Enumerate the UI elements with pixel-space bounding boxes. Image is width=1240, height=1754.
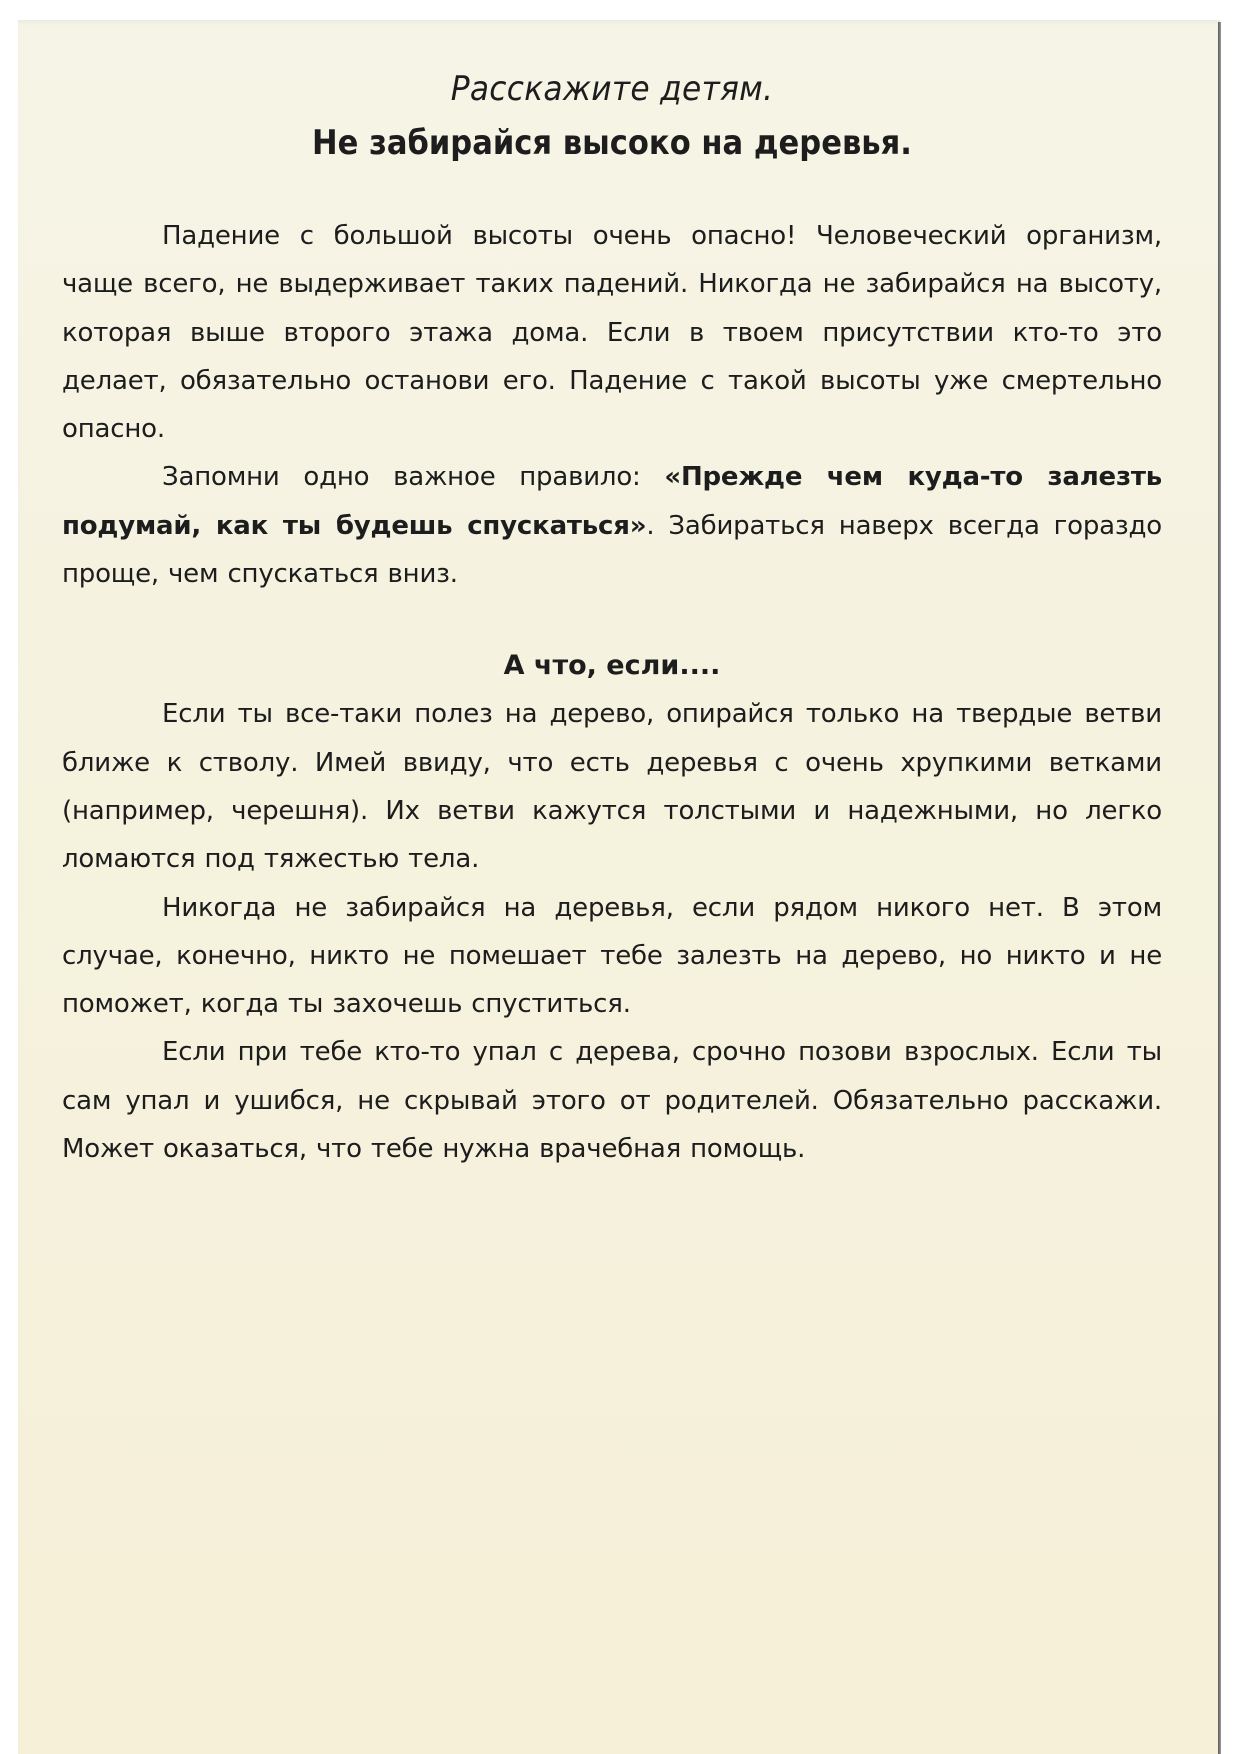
document-content (62, 64, 1162, 1173)
paragraph-1: Падение с большой высоты очень опасно! Человеческий организм, чаще всего, не выдерживает таких падений. Никогда не забирайся на высоту, которая выше второго этажа дома. Если в твоем присутствии кто-то это делает, обязательно останови его. Падение с такой высоты уже смертельно опасно. (62, 221, 1162, 445)
document-body (62, 212, 1162, 1173)
paragraph-2-intro: Запомни одно важное правило: (162, 462, 665, 493)
page-edge-shadow (1218, 22, 1221, 1754)
document-title: Не забирайся высоко на деревья. (312, 123, 912, 163)
section-heading-what-if: А что, если.... (503, 650, 721, 682)
document-subtitle: Расскажите детям. (450, 69, 774, 109)
safety-rule-quote: «Прежде чем куда-то залезть подумай, как ты будешь спускаться» (62, 462, 1163, 541)
paragraph-3: Если ты все-таки полез на дерево, опирайся только на твердые ветви ближе к стволу. Имей ввиду, что есть деревья с очень хрупкими ветками (например, черешня). Их ветви кажутся толстыми и надежными, но легко ломаются под тяжестью тела. (62, 699, 1162, 875)
paragraph-2-rest: . Забираться наверх всегда гораздо проще, чем спускаться вниз. (62, 510, 1162, 590)
paragraph-5: Если при тебе кто-то упал с дерева, срочно позови взрослых. Если ты сам упал и ушибся, не скрывай этого от родителей. Обязательно расскажи. Может оказаться, что тебе нужна врачебная помощь. (62, 1037, 1162, 1165)
paragraph-2 (62, 453, 1162, 598)
paragraph-4: Никогда не забирайся на деревья, если рядом никого нет. В этом случае, конечно, никто не помешает тебе залезть на дерево, но никто и не поможет, когда ты захочешь спуститься. (62, 892, 1162, 1020)
